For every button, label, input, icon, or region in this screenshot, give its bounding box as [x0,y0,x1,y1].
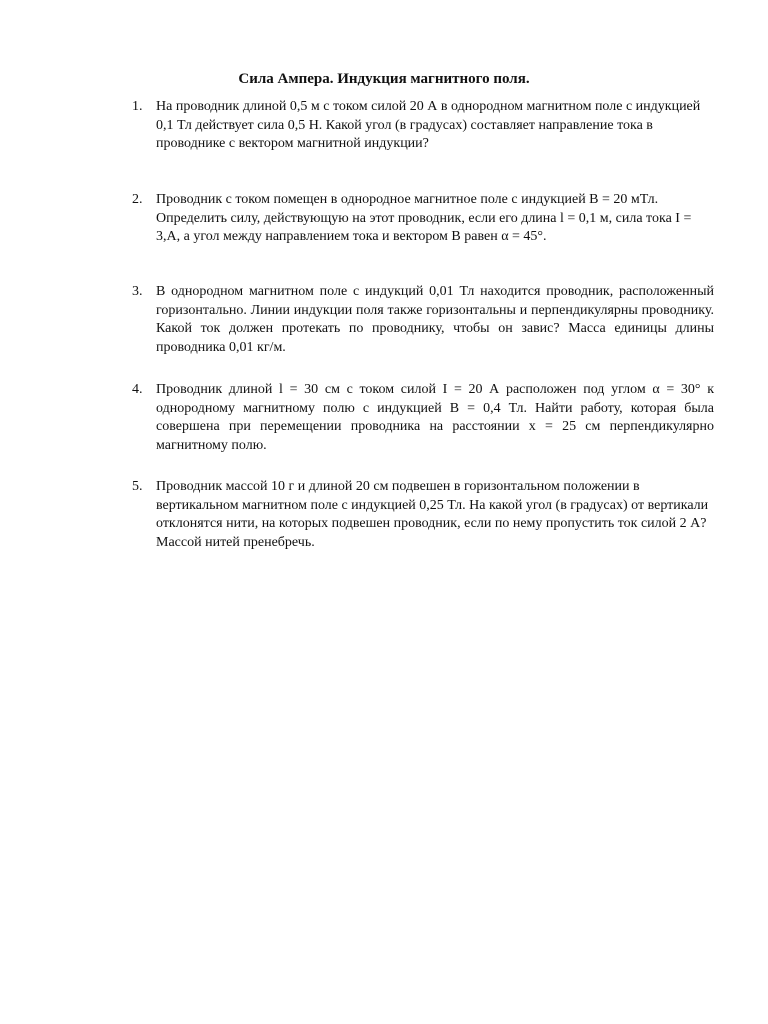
problem-text: Проводник длиной l = 30 см с током силой I = 20 А расположен под углом α = 30° к однородному магнитному полю с индукцией B = 0,4 Тл. Найти работу, которая была совершена при перемещении проводника на расстоянии x = 25 см перпендикулярно магнитному полю. [156,382,714,453]
problem-text: На проводник длиной 0,5 м с током силой 20 А в однородном магнитном поле с индукцией 0,1 Тл действует сила 0,5 Н. Какой угол (в градусах) составляет направление тока в проводнике с вектором магнитной индукции? [156,99,701,151]
problem-text: Проводник массой 10 г и длиной 20 см подвешен в горизонтальном положении в вертикальном магнитном поле с индукцией 0,25 Тл. На какой угол (в градусах) от вертикали отклонятся нити, на которых подвешен проводник, если по нему пропустить ток силой 2 А? Массой нитей пренебречь. [156,479,709,550]
problem-item [132,478,716,552]
page-title: Сила Ампера. Индукция магнитного поля. [238,71,530,87]
problem-text: В однородном магнитном поле с индукций 0,01 Тл находится проводник, расположенный горизонтально. Линии индукции поля также горизонтальны и перпендикулярны проводнику. Какой ток должен протекать по проводнику, чтобы он завис? Масса единицы длины проводника 0,01 кг/м. [156,284,714,355]
problem-item [132,381,716,455]
problem-number: 2. [132,192,143,207]
problem-item [132,283,716,357]
problem-number: 5. [132,479,143,494]
problem-number: 3. [132,284,143,299]
problem-text: Проводник с током помещен в однородное магнитное поле с индукцией B = 20 мТл. Определить силу, действующую на этот проводник, если его длина l = 0,1 м, сила тока I = 3,А, а угол между направлением тока и вектором B равен α = 45°. [156,192,692,244]
problem-number: 1. [132,99,143,114]
problem-item [132,191,716,247]
problem-number: 4. [132,382,143,397]
problem-item [132,98,716,154]
